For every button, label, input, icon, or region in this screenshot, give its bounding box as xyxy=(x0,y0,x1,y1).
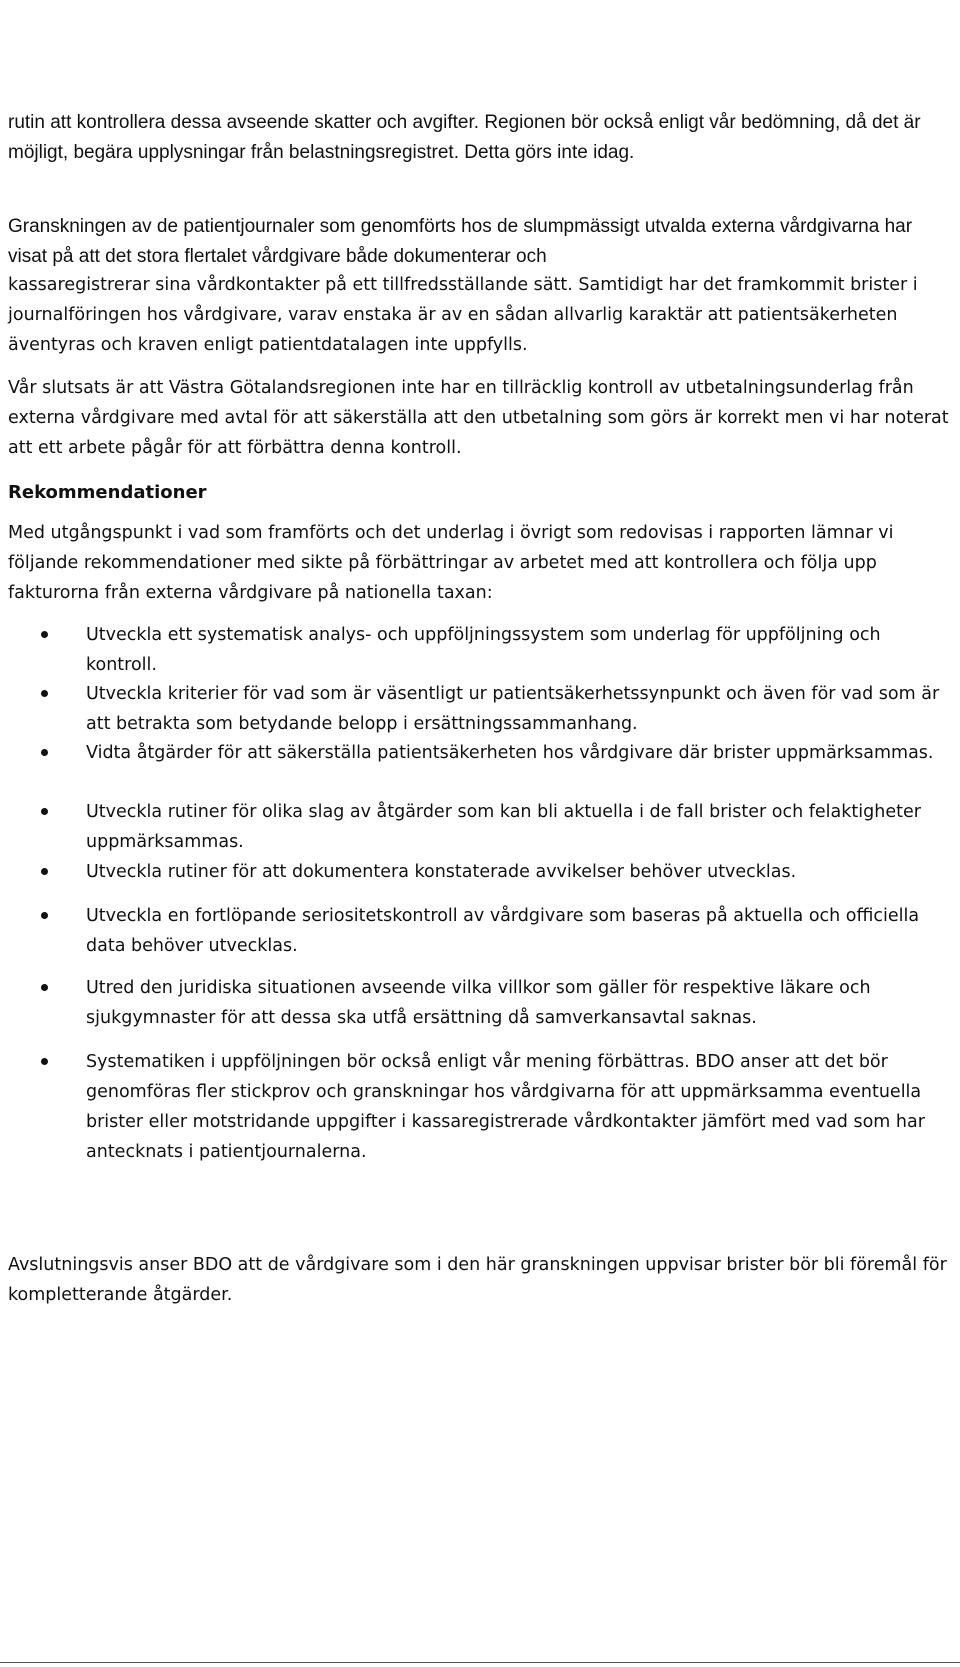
bullet-icon xyxy=(41,912,48,919)
recommendation-text: Utveckla rutiner för att dokumentera konstaterade avvikelser behöver utvecklas. xyxy=(86,862,797,882)
paragraph-recommendations-intro: Med utgångspunkt i vad som framförts och det underlag i övrigt som redovisas i rapporten lämnar vi följande rekommendationer med sikte på förbättringar av arbetet med att kontrollera och följa upp fakturorna från externa vårdgivare på nationella taxan: xyxy=(8,523,894,603)
bullet-icon xyxy=(41,868,48,875)
recommendation-text: Utveckla en fortlöpande seriositetskontroll av vårdgivare som baseras på aktuella och officiella data behöver utvecklas. xyxy=(86,906,920,956)
footer-divider xyxy=(0,1662,960,1663)
recommendation-text: Vidta åtgärder för att säkerställa patientsäkerheten hos vårdgivare där brister uppmärksammas. xyxy=(86,743,934,763)
recommendation-text: Utveckla kriterier för vad som är väsentligt ur patientsäkerhetssynpunkt och även för vad som är att betrakta som betydande belopp i ersättningssammanhang. xyxy=(86,684,940,734)
paragraph-closing: Avslutningsvis anser BDO att de vårdgivare som i den här granskningen uppvisar brister bör bli föremål för kompletterande åtgärder. xyxy=(8,1255,947,1305)
section-heading-recommendations: Rekommendationer xyxy=(8,482,207,503)
paragraph-conclusion: Vår slutsats är att Västra Götalandsregionen inte har en tillräcklig kontroll av utbetalningsunderlag från externa vårdgivare med avtal för att säkerställa att den utbetalning som görs är korrekt men vi har noterat att ett arbete pågår för att förbättra denna kontroll. xyxy=(8,378,949,458)
bullet-icon xyxy=(41,984,48,991)
bullet-icon xyxy=(41,631,48,638)
bullet-icon xyxy=(41,749,48,756)
recommendation-text: Utveckla rutiner för olika slag av åtgärder som kan bli aktuella i de fall brister och felaktigheter uppmärksammas. xyxy=(86,802,921,852)
bullet-icon xyxy=(41,808,48,815)
bullet-icon xyxy=(41,1058,48,1065)
paragraph-journal-review: Granskningen av de patientjournaler som genomförts hos de slumpmässigt utvalda externa vårdgivarna har visat på att det stora flertalet vårdgivare både dokumenterar och xyxy=(8,216,913,267)
paragraph-journal-findings: kassaregistrerar sina vårdkontakter på ett tillfredsställande sätt. Samtidigt har det framkommit brister i journalföringen hos vårdgivare, varav enstaka är av en sådan allvarlig karaktär att patientsäkerheten äventyras och kraven enligt patientdatalagen inte uppfylls. xyxy=(8,275,918,355)
paragraph-tax-control: rutin att kontrollera dessa avseende skatter och avgifter. Regionen bör också enligt vår bedömning, då det är möjligt, begära upplysningar från belastningsregistret. Detta görs inte idag. xyxy=(8,112,921,163)
recommendation-text: Utveckla ett systematisk analys- och uppföljningssystem som underlag för uppföljning och kontroll. xyxy=(86,625,881,675)
recommendation-text: Utred den juridiska situationen avseende vilka villkor som gäller för respektive läkare och sjukgymnaster för att dessa ska utfå ersättning då samverkansavtal saknas. xyxy=(86,978,871,1028)
bullet-icon xyxy=(41,690,48,697)
recommendation-text: Systematiken i uppföljningen bör också enligt vår mening förbättras. BDO anser att det bör genomföras fler stickprov och granskningar hos vårdgivarna för att uppmärksamma eventuella brister eller motstridande uppgifter i kassaregistrerade vårdkontakter jämfört med vad som har antecknats i patientjournalerna. xyxy=(86,1052,925,1162)
